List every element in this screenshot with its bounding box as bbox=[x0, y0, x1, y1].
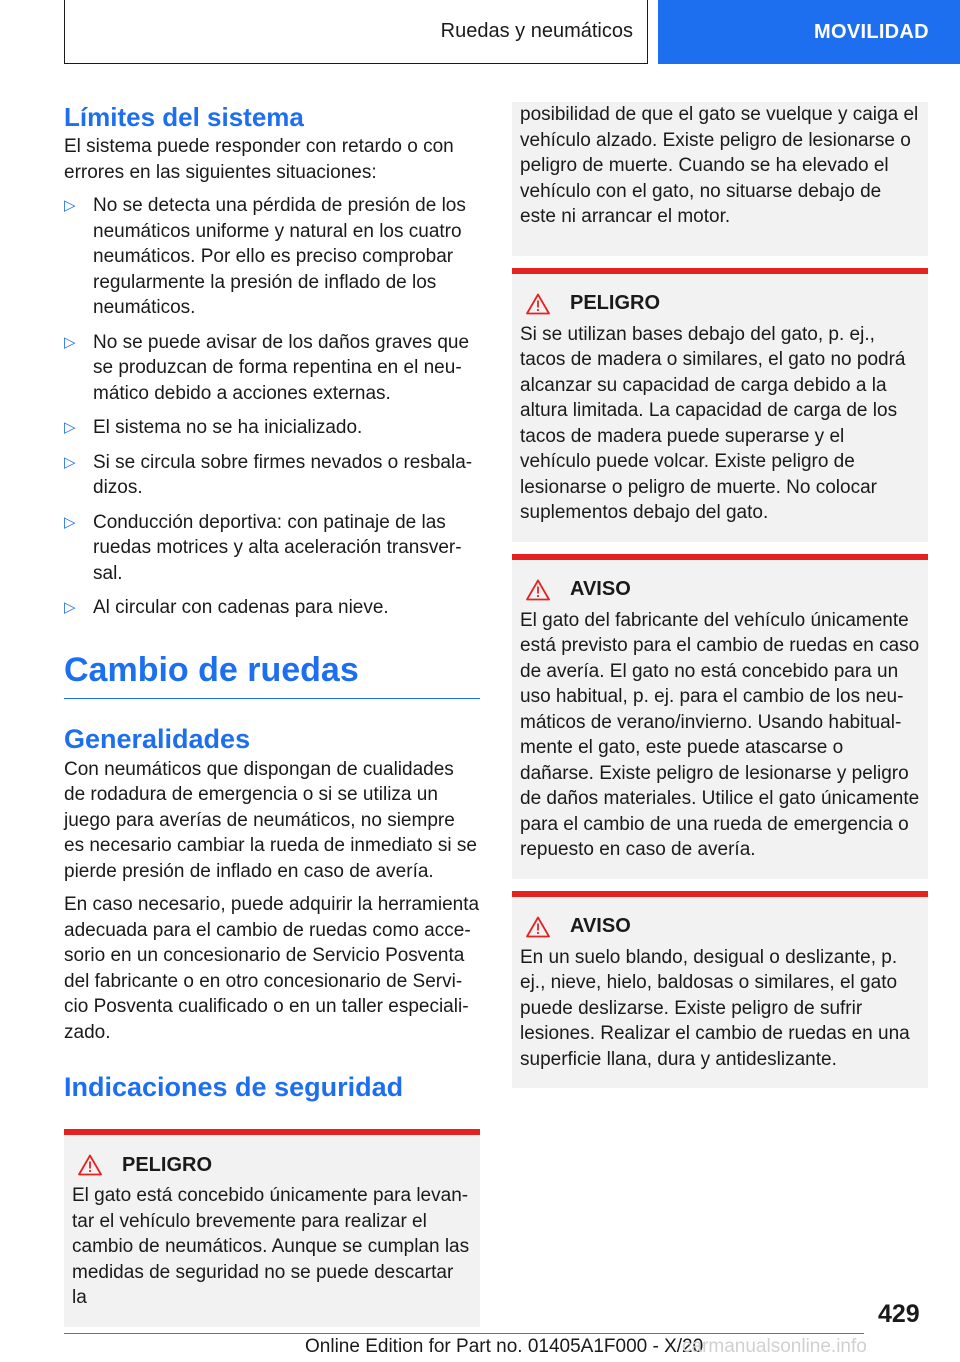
triangle-right-icon: ▷ bbox=[64, 333, 76, 351]
triangle-right-icon: ▷ bbox=[64, 453, 76, 471]
list-item: ▷ El sistema no se ha inicializado. bbox=[64, 415, 480, 441]
safety-heading: Indicaciones de seguridad bbox=[64, 1072, 404, 1102]
list-item: ▷ Al circular con cadenas para nieve. bbox=[64, 595, 480, 621]
warning-text: El gato del fabricante del vehículo únicamente está previsto para el cambio de ruedas en caso de avería. El gato no está concebido para un uso habitual, p. ej. para el cambio de los neumáticos de verano/invierno. Usando habitualmente el gato, este puede atascarse o dañarse. Existe peligro de lesionarse y peligro de daños materiales. Utilice el gato únicamente para el cambio de una rueda de emergencia o repuesto en caso de avería. bbox=[520, 609, 920, 860]
warning-box-notice bbox=[512, 891, 928, 1089]
warning-title bbox=[526, 574, 920, 606]
list-item: ▷ No se detecta una pérdida de presión de los neumáticos uniforme y natural en los cuatro neumáticos. Por ello es preciso comprobar regularmente la presión de inflado de los neumáticos. bbox=[64, 195, 466, 318]
list-item: ▷ Si se circula sobre firmes nevados o resbaladizos. bbox=[64, 451, 473, 498]
warning-continuation-text: posibilidad de que el gato se vuelque y caiga el vehículo alzado. Existe peligro de lesionarse o peligro de muerte. Cuando se ha elevado el vehículo con el gato, no situarse debajo de este ni arrancar el motor. bbox=[520, 104, 919, 227]
header-section-title: Ruedas y neumáticos bbox=[440, 20, 633, 42]
general-heading: Generalidades bbox=[64, 723, 251, 754]
general-paragraph-2: En caso necesario, puede adquirir la herramienta adecuada para el cambio de ruedas como accesorio en un concesionario de Servicio Posventa del fabricante o en otro concesionario de Servicio Posventa cualificado o en un taller especializado. bbox=[64, 894, 480, 1043]
warning-box-danger bbox=[512, 268, 928, 542]
warning-triangle-icon bbox=[526, 579, 550, 601]
warning-title bbox=[526, 911, 920, 943]
triangle-right-icon: ▷ bbox=[64, 197, 76, 214]
triangle-right-icon: ▷ bbox=[64, 419, 76, 436]
warning-title bbox=[526, 288, 920, 320]
chapter-title: Cambio de ruedas bbox=[64, 648, 480, 699]
limits-list bbox=[64, 193, 480, 621]
warning-label: PELIGRO bbox=[570, 292, 661, 314]
warning-text: Si se utilizan bases debajo del gato, p. ej., tacos de madera o similares, el gato no podrá alcanzar su capacidad de carga debido a la altura limitada. La capacidad de carga de los tacos de madera puede superarse y el vehículo puede volcar. Existe peligro de lesionarse o peligro de muerte. No colocar suplementos debajo del gato. bbox=[520, 323, 906, 523]
right-column bbox=[512, 102, 928, 1088]
triangle-right-icon: ▷ bbox=[64, 513, 76, 531]
warning-box-continuation bbox=[512, 102, 928, 256]
warning-text: En un suelo blando, desigual o deslizante, p. ej., nieve, hielo, baldosas o similares, el gato puede deslizarse. Existe peligro de sufrir lesiones. Realizar el cambio de ruedas en una superficie llana, dura y antideslizante. bbox=[520, 946, 910, 1070]
list-item: ▷ Conducción deportiva: con patinaje de las ruedas motrices y alta aceleración transversal. bbox=[64, 511, 462, 584]
triangle-right-icon: ▷ bbox=[64, 599, 76, 616]
warning-triangle-icon bbox=[78, 1154, 102, 1176]
warning-label: PELIGRO bbox=[122, 1153, 213, 1176]
header-chapter-title: MOVILIDAD bbox=[814, 20, 929, 43]
header-section-tab bbox=[64, 0, 648, 64]
header-chapter-tab bbox=[658, 0, 960, 64]
warning-box-notice bbox=[512, 554, 928, 879]
limits-intro: El sistema puede responder con retardo o con errores en las siguientes situaciones: bbox=[64, 136, 454, 183]
warning-label: AVISO bbox=[570, 915, 631, 937]
warning-title bbox=[78, 1149, 472, 1181]
footer-divider bbox=[64, 1333, 864, 1334]
limits-heading: Límites del sistema bbox=[64, 102, 304, 132]
general-paragraph-1: Con neumáticos que dispongan de cualidades de rodadura de emergencia o si se utiliza un juego para averías de neumáticos, no siempre es necesario cambiar la rueda de inmediato si se pierde presión de inflado en caso de avería. bbox=[64, 758, 477, 882]
list-item: ▷ No se puede avisar de los daños graves que se produzcan de forma repentina en el neumático debido a acciones externas. bbox=[64, 331, 470, 404]
footer-edition: Online Edition for Part no. 01405A1F000 - X/20 bbox=[305, 1336, 704, 1357]
warning-box-danger bbox=[64, 1129, 480, 1327]
left-column bbox=[64, 100, 480, 1327]
warning-triangle-icon bbox=[526, 916, 550, 938]
warning-triangle-icon bbox=[526, 293, 550, 315]
warning-label: AVISO bbox=[570, 578, 631, 600]
warning-text: El gato está concebido únicamente para levantar el vehículo brevemente para realizar el cambio de neumáticos. Aunque se cumplan las medidas de seguridad no se puede descartar la bbox=[72, 1185, 470, 1308]
page-number: 429 bbox=[878, 1300, 920, 1328]
watermark: carmanualsonline.info bbox=[682, 1336, 867, 1357]
